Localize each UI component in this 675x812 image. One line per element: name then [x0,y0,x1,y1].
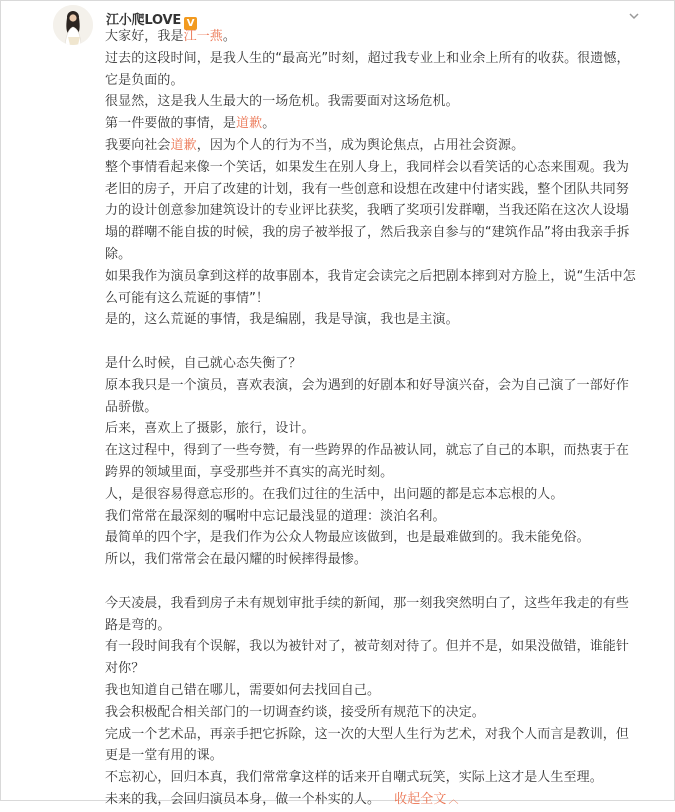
paragraph-text: 后来，喜欢上了摄影，旅行，设计。 [105,421,315,437]
paragraph-text: 过去的这段时间，是我人生的“最高光”时刻，超过我专业上和业余上所有的收获。很遗憾，它是负面的。 [105,50,630,88]
paragraph-text: 在这过程中，得到了一些夸赞，有一些跨界的作品被认同，就忘了自己的本职，而热衷于在跨界的领域里面，享受那些并不真实的高光时刻。 [105,443,630,480]
post-paragraph [105,680,641,702]
avatar-photo [53,5,93,45]
chevron-up-icon[interactable]: ︿ [448,794,459,806]
highlight-link[interactable]: 江一燕 [183,29,223,44]
paragraph-text: 是什么时候，自己就心态失衡了？ [105,355,302,371]
post-paragraph [105,309,641,331]
post-paragraph [105,26,641,48]
paragraph-text: 我会积极配合相关部门的一切调查约谈，接受所有规范下的决定。 [105,704,485,720]
post-paragraph [105,113,641,135]
paragraph-text: ，因为个人的行为不当，成为舆论焦点，占用社会资源。 [196,137,525,153]
post-paragraph [105,767,641,789]
paragraph-text: 今天凌晨，我看到房子未有规划审批手续的新闻，那一刻我突然明白了，这些年我走的有些路是弯的。 [105,595,630,633]
post-body [105,26,641,812]
paragraph-text: 原本我只是一个演员，喜欢表演，会为遇到的好剧本和好导演兴奋，会为自己演了一部好作品骄傲。 [105,377,630,415]
post-paragraph [105,506,641,528]
paragraph-text: 人，是很容易得意忘形的。在我们过往的生活中，出问题的都是忘本忘根的人。 [105,486,564,502]
paragraph-text: 是的，这么荒诞的事情，我是编剧，我是导演，我也是主演。 [105,312,459,328]
paragraph-text: 不忘初心，回归本真，我们常常拿这样的话来开自嘲式玩笑，实际上这才是人生至理。 [105,770,603,786]
paragraph-text: 第一件要做的事情，是 [105,116,237,132]
post-paragraph [105,527,641,549]
paragraph-text: 所以，我们常常会在最闪耀的时候摔得最惨。 [105,552,368,568]
highlight-link[interactable]: 道歉 [236,116,263,132]
post-paragraph [105,353,641,375]
paragraph-text: 完成一个艺术品，再亲手把它拆除，这一次的大型人生行为艺术，对我个人而言是教训，但更是一堂有用的课。 [105,726,630,764]
post-paragraph [105,418,641,440]
paragraph-spacer [105,331,641,353]
highlight-link[interactable]: 道歉 [170,137,197,153]
post-paragraph [105,48,641,92]
post-paragraph [105,157,641,266]
post-paragraph [105,636,641,680]
post-paragraph [105,440,641,484]
post-paragraph [105,789,641,812]
paragraph-text: 最简单的四个字，是我们作为公众人物最应该做到，也是最难做到的。我未能免俗。 [105,530,590,546]
avatar[interactable] [53,5,93,45]
paragraph-text: 有一段时间我有个误解，我以为被针对了，被苛刻对待了。但并不是，如果没做错，谁能针对你？ [105,639,630,677]
paragraph-text: 我们常常在最深刻的嘱咐中忘记最浅显的道理：淡泊名利。 [105,508,446,524]
paragraph-text: 。 [222,29,237,44]
vip-badge-icon: V [184,17,197,30]
post-paragraph [105,724,641,768]
post-paragraph [105,135,641,157]
collapse-label[interactable]: 收起全文 [394,791,447,807]
collapse-full-text-link[interactable] [394,792,459,807]
paragraph-text: 。 [262,116,276,132]
post-paragraph [105,484,641,506]
paragraph-text: 我也知道自己错在哪儿，需要如何去找回自己。 [105,682,381,698]
paragraph-text: 如果我作为演员拿到这样的故事剧本，我肯定会读完之后把剧本摔到对方脸上，说“生活中怎么可能有这么荒诞的事情”！ [105,268,636,306]
paragraph-spacer [105,571,641,593]
post-paragraph [105,91,641,113]
post-paragraph [105,593,641,637]
chevron-down-icon-shape [627,9,641,23]
paragraph-text: 很显然，这是我人生最大的一场危机。我需要面对这场危机。 [105,94,459,110]
author-name-text[interactable]: 江小爬LOVE [106,13,182,28]
paragraph-text: 未来的我，会回归演员本身，做一个朴实的人。 [105,791,381,807]
post-paragraph [105,702,641,724]
post-paragraph [105,266,641,310]
paragraph-text: 大家好，我是 [105,29,184,44]
post-paragraph [105,375,641,419]
paragraph-text: 整个事情看起来像一个笑话，如果发生在别人身上，我同样会以看笑话的心态来围观。我为老旧的房子，开启了改建的计划，我有一些创意和设想在改建中付诸实践，整个团队共同努力的设计创意参加建筑设计的专业评比获奖，我晒了奖项引发群嘲，当我还陷在这次人设塌塌的群嘲不能自拔的时候，我的房子被举报了，然后我亲自参与的“建筑作品”将由我亲手拆除。 [105,159,630,262]
chevron-down-icon[interactable] [627,9,641,23]
paragraph-text: 我要向社会 [105,137,171,153]
post-paragraph [105,549,641,571]
